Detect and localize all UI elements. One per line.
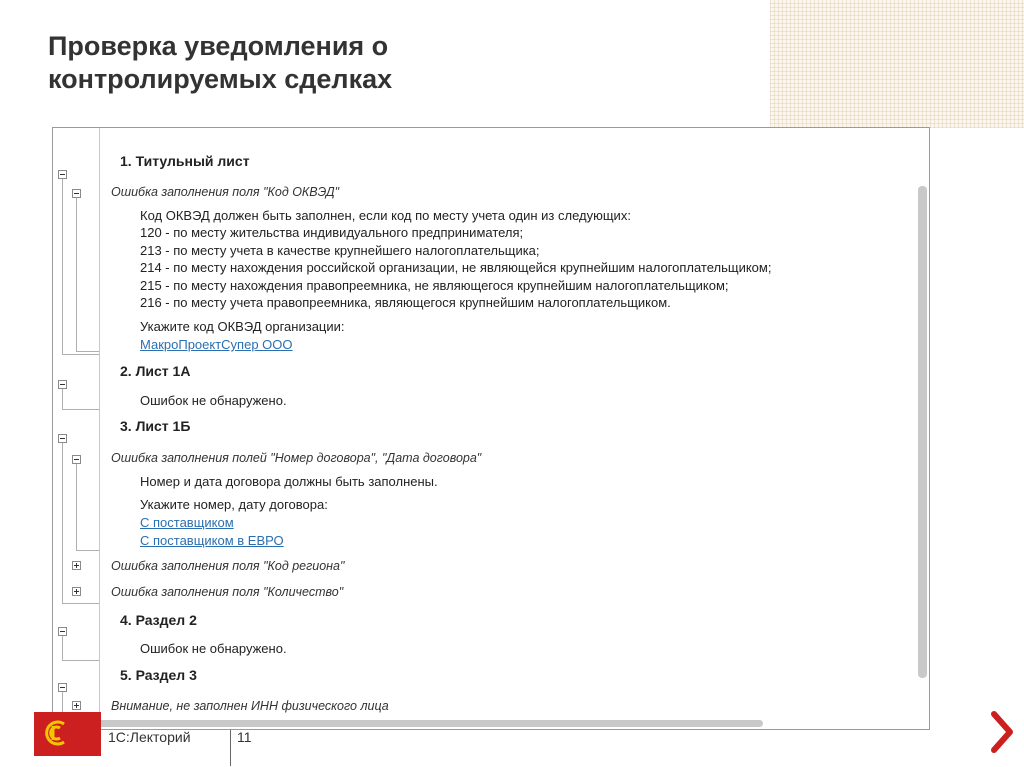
okved-error-line: 213 - по месту учета в качестве крупнейшего налогоплательщика;	[140, 243, 540, 258]
supplier-link[interactable]: С поставщиком	[140, 515, 234, 530]
tree-line	[62, 354, 99, 355]
section-2-title: 2. Лист 1А	[120, 363, 191, 379]
contract-hint: Укажите номер, дату договора:	[140, 497, 328, 512]
contract-error-title: Ошибка заполнения полей "Номер договора", "Дата договора"	[111, 451, 482, 465]
tree-line	[62, 636, 63, 660]
check-report-panel	[52, 127, 930, 730]
gutter-divider	[99, 128, 100, 729]
okved-error-line: Код ОКВЭД должен быть заполнен, если код по месту учета один из следующих:	[140, 208, 631, 223]
tree-line	[62, 389, 63, 409]
collapse-section-5-icon[interactable]	[58, 683, 67, 692]
tree-line	[62, 603, 99, 604]
collapse-section-3-icon[interactable]	[58, 434, 67, 443]
collapse-okved-error-icon[interactable]	[72, 189, 81, 198]
tree-line	[62, 443, 63, 603]
slide-title	[48, 30, 648, 96]
collapse-contract-error-icon[interactable]	[72, 455, 81, 464]
okved-hint: Укажите код ОКВЭД организации:	[140, 319, 345, 334]
horizontal-scrollbar[interactable]	[75, 720, 763, 727]
inn-warning-title: Внимание, не заполнен ИНН физического лица	[111, 699, 389, 713]
section-3-title: 3. Лист 1Б	[120, 418, 191, 434]
okved-error-title: Ошибка заполнения поля "Код ОКВЭД"	[111, 185, 340, 199]
expand-quantity-error-icon[interactable]	[72, 587, 81, 596]
expand-inn-warning-icon[interactable]	[72, 701, 81, 710]
collapse-section-4-icon[interactable]	[58, 627, 67, 636]
expand-region-error-icon[interactable]	[72, 561, 81, 570]
quantity-error-title: Ошибка заполнения поля "Количество"	[111, 585, 344, 599]
contract-error-line: Номер и дата договора должны быть заполнены.	[140, 474, 438, 489]
tree-line	[76, 464, 77, 550]
slide-title-line-2: контролируемых сделках	[48, 64, 393, 94]
collapse-section-2-icon[interactable]	[58, 380, 67, 389]
section-5-title: 5. Раздел 3	[120, 667, 197, 683]
tree-line	[76, 198, 77, 351]
slide-title-line-1: Проверка уведомления о	[48, 31, 389, 61]
tree-line	[62, 179, 63, 354]
tree-line	[62, 409, 99, 410]
okved-error-line: 216 - по месту учета правопреемника, являющегося крупнейшим налогоплательщиком.	[140, 295, 671, 310]
tree-line	[62, 660, 99, 661]
page-number: 11	[237, 729, 252, 745]
collapse-section-1-icon[interactable]	[58, 170, 67, 179]
region-error-title: Ошибка заполнения поля "Код региона"	[111, 559, 345, 573]
organization-link[interactable]: МакроПроектСупер ООО	[140, 337, 293, 352]
vertical-scrollbar[interactable]	[918, 186, 927, 678]
supplier-euro-link[interactable]: С поставщиком в ЕВРО	[140, 533, 284, 548]
okved-error-line: 120 - по месту жительства индивидуального предпринимателя;	[140, 225, 524, 240]
section-2-status: Ошибок не обнаружено.	[140, 393, 287, 408]
footer-brand: 1С:Лекторий	[108, 729, 191, 745]
section-4-title: 4. Раздел 2	[120, 612, 197, 628]
footer-divider	[230, 730, 231, 766]
1c-logo-icon	[34, 712, 101, 756]
tree-line	[76, 550, 99, 551]
section-4-status: Ошибок не обнаружено.	[140, 641, 287, 656]
okved-error-line: 215 - по месту нахождения правопреемника, не являющегося крупнейшим налогоплательщиком;	[140, 278, 729, 293]
section-1-title: 1. Титульный лист	[120, 153, 250, 169]
tree-line	[76, 351, 99, 352]
okved-error-line: 214 - по месту нахождения российской организации, не являющейся крупнейшим налогоплательщиком;	[140, 260, 772, 275]
decorative-pattern	[770, 0, 1024, 128]
next-slide-chevron-icon[interactable]	[988, 708, 1016, 756]
